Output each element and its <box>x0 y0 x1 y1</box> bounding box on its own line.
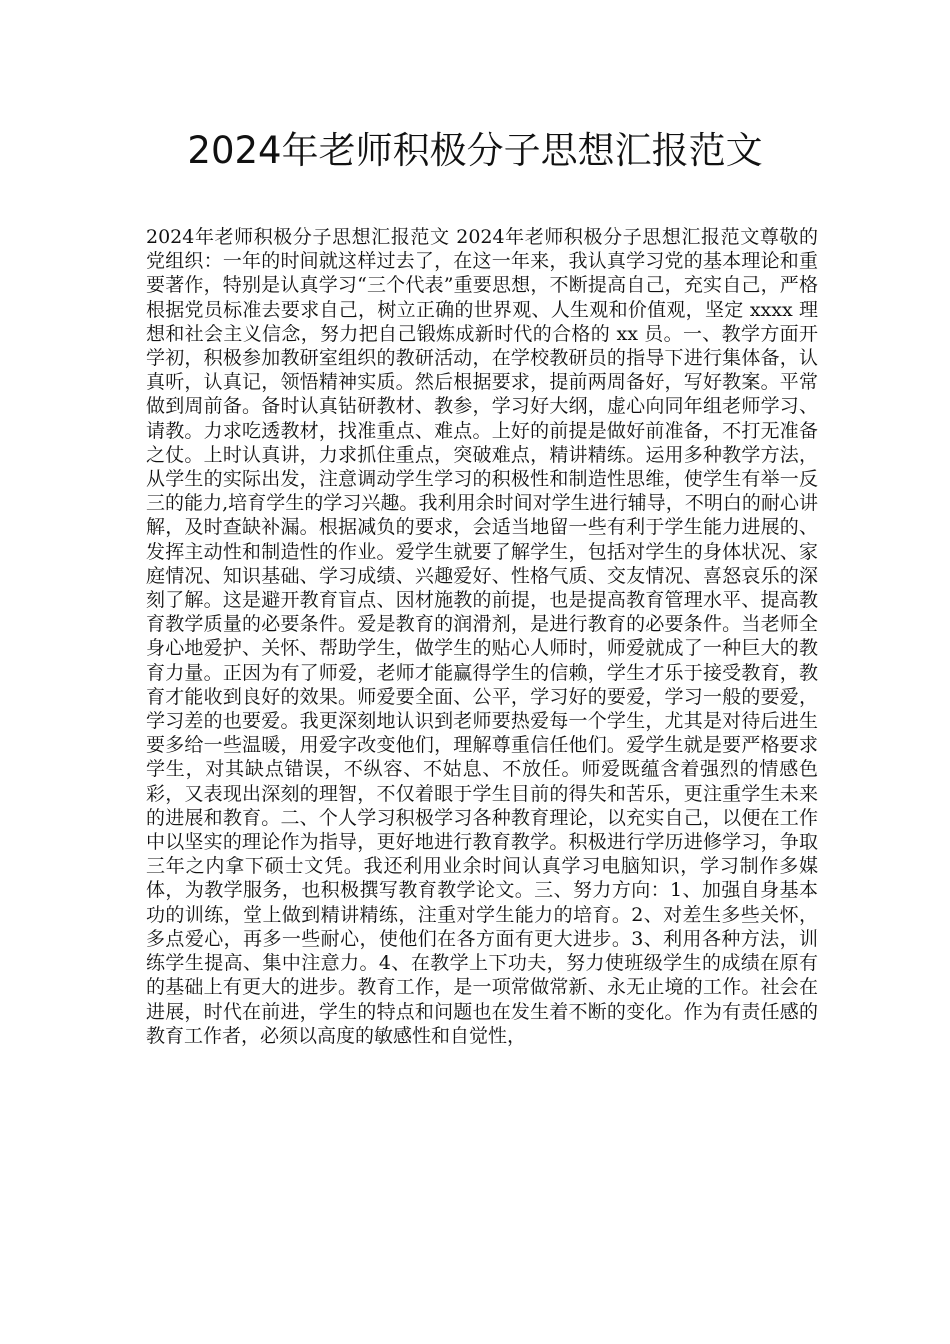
document-body-text: 2024年老师积极分子思想汇报范文 2024年老师积极分子思想汇报范文尊敬的党组织：一年的时间就这样过去了，在这一年来，我认真学习党的基本理论和重要著作，特别是认真学习“三个代表”重要思想，不断提高自己，充实自己，严格根据党员标准去要求自己，树立正确的世界观、人生观和价值观，坚定 xxxx 理想和社会主义信念，努力把自己锻炼成新时代的合格的 xx 员。一、教学方面开学初，积极参加教研室组织的教研活动，在学校教研员的指导下进行集体备，认真听，认真记，领悟精神实质。然后根据要求，提前两周备好，写好教案。平常做到周前备。备时认真钻研教材、教参，学习好大纲，虚心向同年组老师学习、请教。力求吃透教材，找准重点、难点。上好的前提是做好前准备，不打无准备之仗。上时认真讲，力求抓住重点，突破难点，精讲精练。运用多种教学方法，从学生的实际出发，注意调动学生学习的积极性和制造性思维，使学生有举一反三的能力,培育学生的学习兴趣。我利用余时间对学生进行辅导，不明白的耐心讲解，及时查缺补漏。根据减负的要求，会适当地留一些有利于学生能力进展的、发挥主动性和制造性的作业。爱学生就要了解学生，包括对学生的身体状况、家庭情况、知识基础、学习成绩、兴趣爱好、性格气质、交友情况、喜怒哀乐的深刻了解。这是避开教育盲点、因材施教的前提，也是提高教育管理水平、提高教育教学质量的必要条件。爱是教育的润滑剂，是进行教育的必要条件。当老师全身心地爱护、关怀、帮助学生，做学生的贴心人师时，师爱就成了一种巨大的教育力量。正因为有了师爱，老师才能赢得学生的信赖，学生才乐于接受教育，教育才能收到良好的效果。师爱要全面、公平，学习好的要爱，学习一般的要爱，学习差的也要爱。我更深刻地认识到老师要热爱每一个学生，尤其是对待后进生要多给一些温暖，用爱字改变他们，理解尊重信任他们。爱学生就是要严格要求学生，对其缺点错误，不纵容、不姑息、不放任。师爱既蕴含着强烈的情感色彩，又表现出深刻的理智，不仅着眼于学生目前的得失和苦乐，更注重学生未来的进展和教育。二、个人学习积极学习各种教育理论，以充实自己，以便在工作中以坚实的理论作为指导，更好地进行教育教学。积极进行学历进修学习，争取三年之内拿下硕士文凭。我还利用业余时间认真学习电脑知识，学习制作多媒体，为教学服务，也积极撰写教育教学论文。三、努力方向：1、加强自身基本功的训练，堂上做到精讲精练，注重对学生能力的培育。2、对差生多些关怀，多点爱心，再多一些耐心，使他们在各方面有更大进步。3、利用各种方法，训练学生提高、集中注意力。4、在教学上下功夫，努力使班级学生的成绩在原有的基础上有更大的进步。教育工作，是一项常做常新、永无止境的工作。社会在进展，时代在前进，学生的特点和问题也在发生着不断的变化。作为有责任感的教育工作者，必须以高度的敏感性和自觉性， <box>146 226 818 1047</box>
document-title: 2024年老师积极分子思想汇报范文 <box>187 129 763 172</box>
